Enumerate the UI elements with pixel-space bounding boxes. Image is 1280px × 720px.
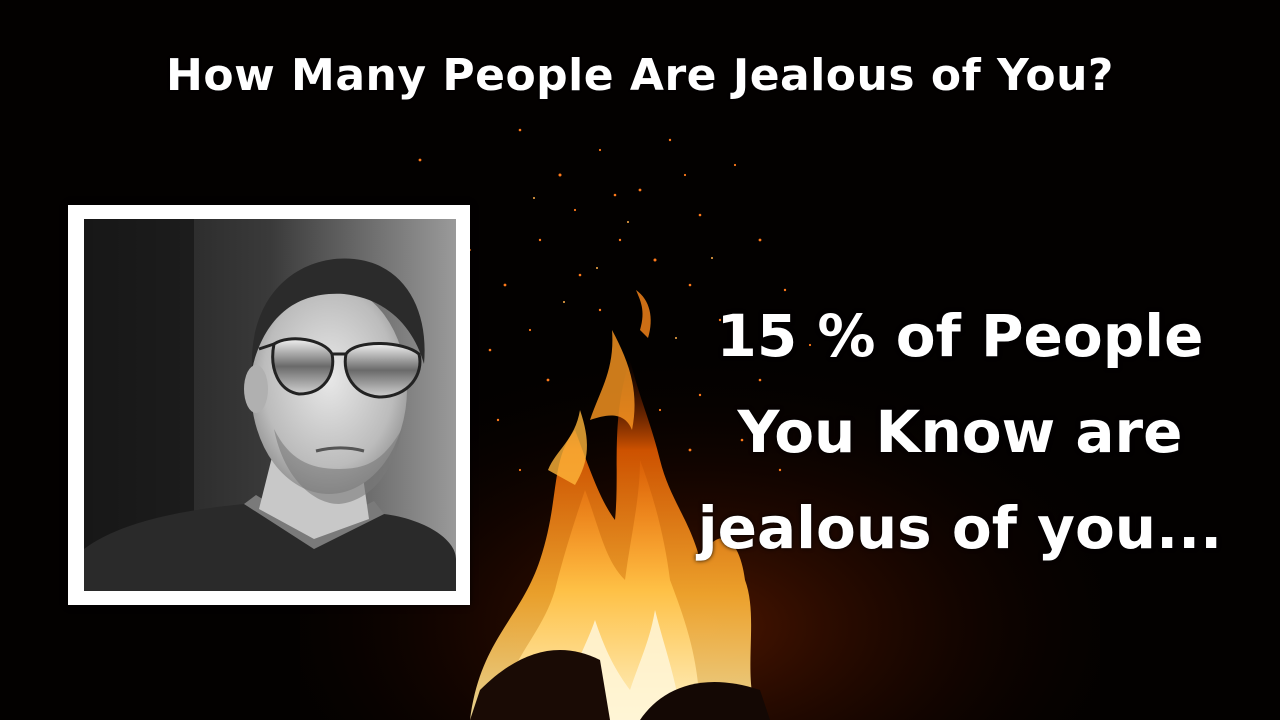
result-line-2: You Know are xyxy=(737,398,1183,466)
result-percent: 15 % of People xyxy=(716,302,1204,370)
page-title: How Many People Are Jealous of You? xyxy=(166,50,1114,101)
result-text xyxy=(660,288,1260,576)
profile-photo-image xyxy=(84,219,456,591)
profile-photo-frame xyxy=(68,205,470,605)
result-line-3: jealous of you... xyxy=(697,494,1223,562)
profile-photo xyxy=(84,219,456,591)
